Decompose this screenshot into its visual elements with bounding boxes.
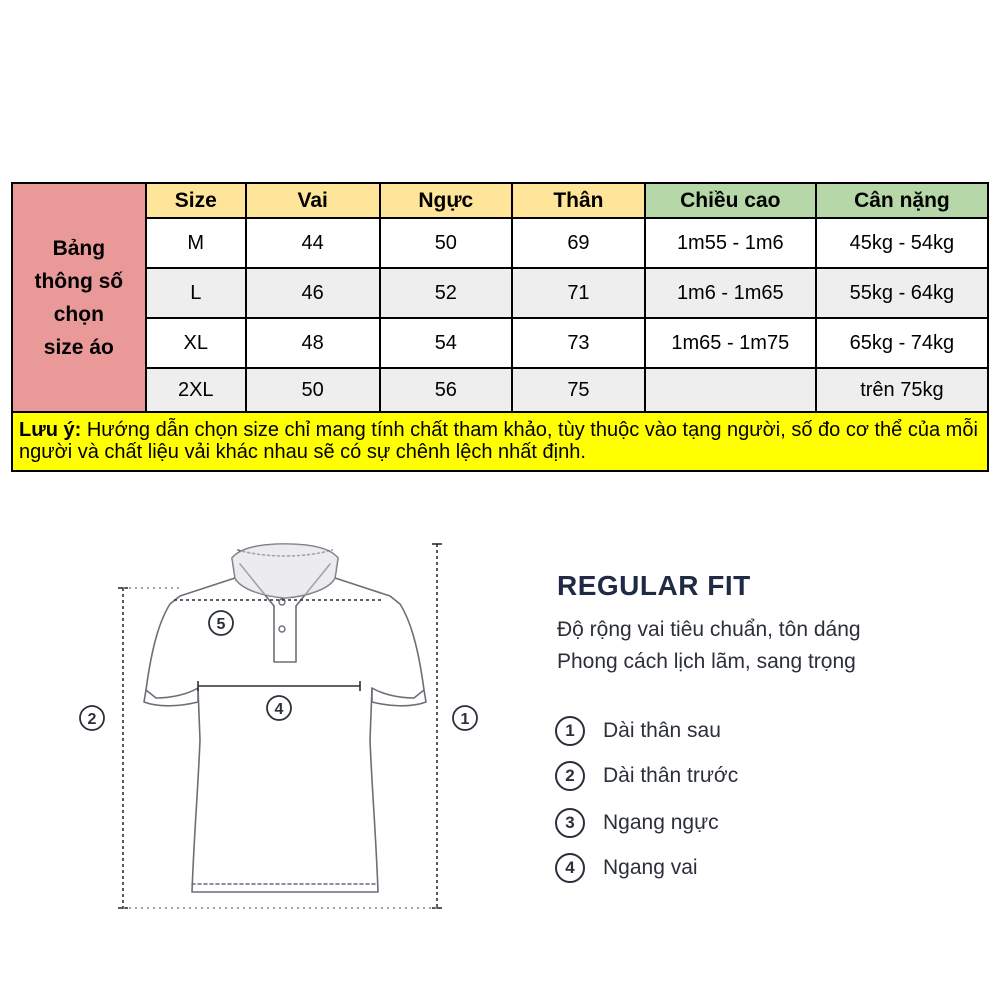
cell-chest: 50 bbox=[380, 218, 513, 268]
legend-item-back-length bbox=[555, 714, 721, 748]
note-text: Hướng dẫn chọn size chỉ mang tính chất tham khảo, tùy thuộc vào tạng người, số đo cơ thể của mỗi người và chất liệu vải khác nhau sẽ có sự chênh lệch nhất định. bbox=[19, 419, 978, 463]
note-row bbox=[12, 412, 988, 471]
cell-weight: trên 75kg bbox=[816, 368, 988, 412]
legend-label: Ngang vai bbox=[603, 856, 698, 879]
header-body: Thân bbox=[512, 183, 645, 218]
cell-chest: 56 bbox=[380, 368, 513, 412]
cell-body: 73 bbox=[512, 318, 645, 368]
table-header-row bbox=[12, 183, 988, 218]
cell-size: L bbox=[146, 268, 246, 318]
marker-1 bbox=[453, 706, 477, 730]
table-title: Bảng thông số chọn size áo bbox=[12, 183, 146, 412]
cell-size: M bbox=[146, 218, 246, 268]
table-row bbox=[12, 218, 988, 268]
number-3-icon: 3 bbox=[555, 808, 585, 838]
table-row bbox=[12, 268, 988, 318]
svg-text:4: 4 bbox=[274, 701, 284, 718]
cell-shoulder: 44 bbox=[246, 218, 380, 268]
marker-5 bbox=[209, 611, 233, 635]
cell-chest: 52 bbox=[380, 268, 513, 318]
note-label: Lưu ý: bbox=[19, 419, 82, 441]
table-row bbox=[12, 368, 988, 412]
header-size: Size bbox=[146, 183, 246, 218]
cell-body: 71 bbox=[512, 268, 645, 318]
marker-2 bbox=[80, 706, 104, 730]
table-row bbox=[12, 318, 988, 368]
cell-size: XL bbox=[146, 318, 246, 368]
cell-height: 1m65 - 1m75 bbox=[645, 318, 816, 368]
size-note bbox=[12, 412, 988, 471]
legend-label: Ngang ngực bbox=[603, 811, 719, 834]
button-icon bbox=[279, 626, 285, 632]
header-chest: Ngực bbox=[380, 183, 513, 218]
svg-text:5: 5 bbox=[216, 616, 226, 633]
legend-item-front-length bbox=[555, 759, 738, 793]
cell-body: 69 bbox=[512, 218, 645, 268]
cell-height: 1m6 - 1m65 bbox=[645, 268, 816, 318]
collar-shade bbox=[232, 544, 338, 598]
marker-4 bbox=[267, 696, 291, 720]
cell-height bbox=[645, 368, 816, 412]
legend-label: Dài thân trước bbox=[603, 764, 739, 787]
fit-description-1: Độ rộng vai tiêu chuẩn, tôn dáng bbox=[557, 618, 861, 641]
legend-label: Dài thân sau bbox=[603, 719, 721, 742]
cell-shoulder: 46 bbox=[246, 268, 380, 318]
cell-height: 1m55 - 1m6 bbox=[645, 218, 816, 268]
size-chart-table bbox=[11, 182, 989, 472]
svg-text:2: 2 bbox=[87, 711, 97, 728]
cell-chest: 54 bbox=[380, 318, 513, 368]
polo-shirt-diagram bbox=[60, 530, 500, 920]
cell-weight: 65kg - 74kg bbox=[816, 318, 988, 368]
cell-body: 75 bbox=[512, 368, 645, 412]
cell-weight: 55kg - 64kg bbox=[816, 268, 988, 318]
number-2-icon: 2 bbox=[555, 761, 585, 791]
cell-shoulder: 48 bbox=[246, 318, 380, 368]
cell-shoulder: 50 bbox=[246, 368, 380, 412]
header-height: Chiều cao bbox=[645, 183, 816, 218]
header-shoulder: Vai bbox=[246, 183, 380, 218]
legend-item-chest-width bbox=[555, 806, 719, 840]
number-4-icon: 4 bbox=[555, 853, 585, 883]
fit-description-2: Phong cách lịch lãm, sang trọng bbox=[557, 650, 856, 673]
svg-text:1: 1 bbox=[460, 711, 470, 728]
number-1-icon: 1 bbox=[555, 716, 585, 746]
cell-size: 2XL bbox=[146, 368, 246, 412]
cell-weight: 45kg - 54kg bbox=[816, 218, 988, 268]
legend-item-shoulder-width bbox=[555, 851, 698, 885]
header-weight: Cân nặng bbox=[816, 183, 988, 218]
fit-title: REGULAR FIT bbox=[557, 570, 751, 601]
